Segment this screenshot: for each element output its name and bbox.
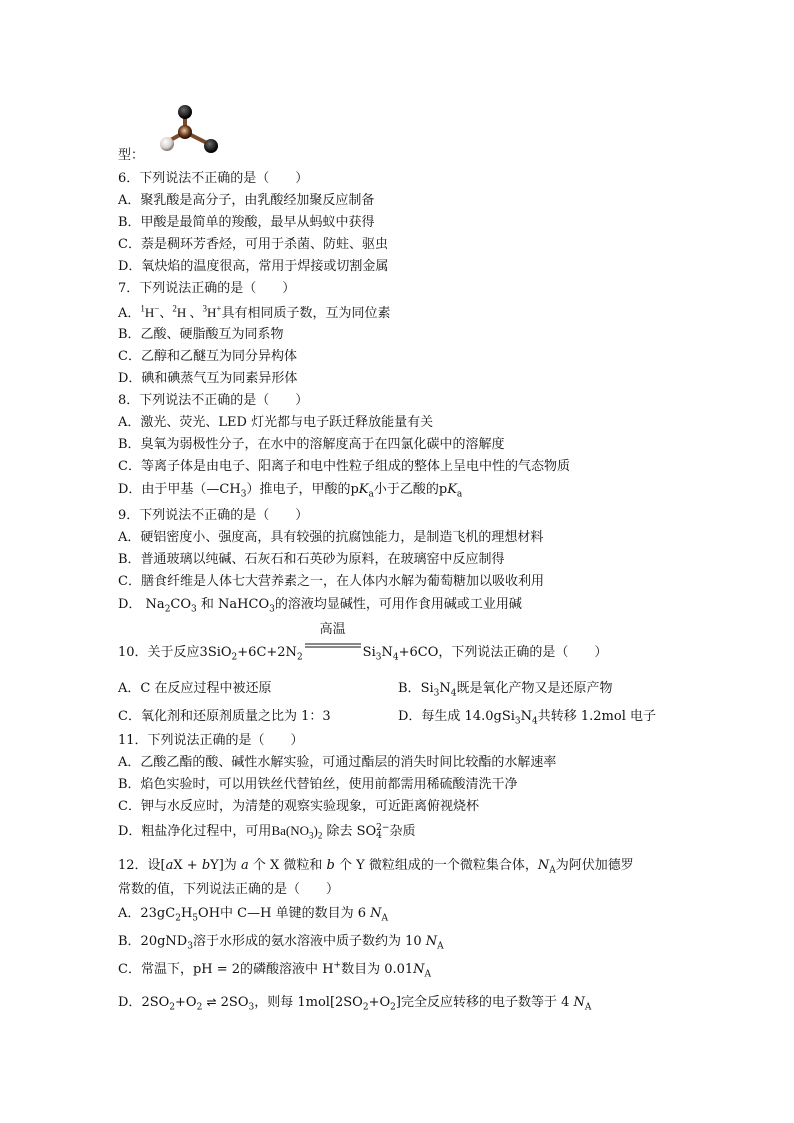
q10-stem-suffix: ，下列说法正确的是（ ） <box>438 645 608 660</box>
q12-stem-a: 12．设 <box>118 858 161 873</box>
q12-option-c: C．常温下，pH = 2的磷酸溶液中 H+数目为 $0.01N_A$ <box>118 960 432 980</box>
q12-option-d-prefix: D． <box>118 995 142 1010</box>
q6-stem: 6．下列说法不正确的是（ ） <box>118 171 309 186</box>
q7-option-b: B．乙酸、硬脂酸互为同系物 <box>118 327 284 342</box>
q12-option-b-suffix: 溶于水形成的氨水溶液中质子数约为 10 <box>192 934 422 949</box>
q11-stem: 11．下列说法正确的是（ ） <box>118 733 304 748</box>
q10-stem-prefix: 10．关于反应 <box>118 645 200 660</box>
q7-stem: 7．下列说法正确的是（ ） <box>118 281 296 296</box>
q12-option-d-mid: ，则每 1mol <box>254 995 330 1010</box>
q6-option-c: C．萘是稠环芳香烃，可用于杀菌、防蛀、驱虫 <box>118 237 388 252</box>
q8-option-d: D．由于甲基$(—CH_3)$推电子，甲酸的$pK_a$小于乙酸的$pK_a$ <box>118 482 463 500</box>
q8-stem: 8．下列说法不正确的是（ ） <box>118 393 309 408</box>
q11-option-a: A．乙酸乙酯的酸、碱性水解实验，可通过酯层的消失时间比较酯的水解速率 <box>118 755 557 770</box>
q10-option-d-prefix: D．每生成 14.0g <box>398 709 502 724</box>
q12-stem-c: 个 X 微粒和 <box>252 858 323 873</box>
q12-option-b: B．20gND$_3$溶于水形成的氨水溶液中质子数约为 10 $N_A$ <box>118 934 444 952</box>
molecule-model-image <box>155 102 225 158</box>
equal-arrow-icon <box>305 642 361 650</box>
q9-option-d-suffix: 的溶液均显碱性，可用作食用碱或工业用碱 <box>274 597 522 612</box>
q10-option-b-suffix: 既是氧化产物又是还原产物 <box>456 681 613 696</box>
q8-option-d-text2: ）推电子，甲酸的p <box>246 482 359 497</box>
q12-stem-d: 个 Y 微粒组成的一个微粒集合体， <box>339 858 538 873</box>
q10-option-b-prefix: B． <box>398 681 421 696</box>
q8-option-d-text3: 小于乙酸的p <box>373 482 448 497</box>
q12-option-b-prefix: B．20g <box>118 934 166 949</box>
q12-stem-line1: 12．设[aX + bY]为 a 个 X 微粒和 b 个 Y 微粒组成的一个微粒集合体，$N_A$为阿伏加德罗 <box>118 858 634 876</box>
model-label: 型： <box>118 148 145 163</box>
q7-option-d: D．碘和碘蒸气互为同素异形体 <box>118 371 298 386</box>
q8-option-d-text1: D．由于甲基（—CH <box>118 482 241 497</box>
q12-stem-b: 为 <box>223 858 237 873</box>
q9-option-b: B．普通玻璃以纯碱、石灰石和石英砂为原料，在玻璃窑中反应制得 <box>118 552 505 567</box>
q6-option-d: D．氧炔焰的温度很高，常用于焊接或切割金属 <box>118 259 389 274</box>
q11-option-d-prefix: D．粗盐净化过程中，可用 <box>118 824 272 839</box>
q12-option-c-suffix: 数目为 0.01 <box>341 962 414 977</box>
q6-option-b: B．甲酸是最简单的羧酸，最早从蚂蚁中获得 <box>118 215 375 230</box>
q6-option-a: A．聚乳酸是高分子，由乳酸经加聚反应制备 <box>118 193 375 208</box>
q12-option-c-mid: 的磷酸溶液中 <box>240 962 319 977</box>
q12-stem-line2: 常数的值，下列说法正确的是（ ） <box>118 882 340 897</box>
q10-option-c: C．氧化剂和还原剂质量之比为 1：3 <box>118 709 331 724</box>
q11-option-b: B．焰色实验时，可以用铁丝代替铂丝，使用前都需用稀硫酸清洗干净 <box>118 777 518 792</box>
q12-option-a-suffix: 中 C—H 单键的数目为 6 <box>220 906 366 921</box>
q12-option-a-prefix: A．23g <box>118 906 166 921</box>
q9-option-a: A．硬铝密度小、强度高，具有较强的抗腐蚀能力，是制造飞机的理想材料 <box>118 530 544 545</box>
q11-option-c: C．钾与水反应时，为清楚的观察实验现象，可近距离俯视烧杯 <box>118 799 479 814</box>
q10-reaction-arrow <box>305 622 361 656</box>
q9-stem: 9．下列说法不正确的是（ ） <box>118 508 309 523</box>
q12-option-d-suffix: 完全反应转移的电子数等于 4 <box>400 995 570 1010</box>
q7-option-a-suffix: 具有相同质子数，互为同位素 <box>221 306 391 321</box>
q10-option-d: D．每生成 $14.0gSi_3N_4$共转移 1.2mol 电子 <box>398 709 657 727</box>
q12-option-c-prefix: C．常温下， <box>118 962 193 977</box>
q12-stem-e: 为阿伏加德罗 <box>555 858 634 873</box>
q10-option-a: A．C 在反应过程中被还原 <box>118 681 272 696</box>
q11-option-d: D．粗盐净化过程中，可用$Ba(NO_3)_2$ 除去 SO 2− 4 杂质 <box>118 822 416 841</box>
q7-option-a: A．$^1$H−、$^2$H 、$^3$H+具有相同质子数，互为同位素 <box>118 303 391 321</box>
q12-option-d: D．$2SO_2+O_2$ ⇌ $2SO_3$，则每 $1mol[2SO_2+O_2]$完全反应转移的电子数等于 4 $N_A$ <box>118 995 592 1013</box>
q10-option-d-suffix: 共转移 1.2mol 电子 <box>537 709 657 724</box>
q9-option-d: D． $Na_2CO_3$ 和 NaHCO$_3$的溶液均显碱性，可用作食用碱或工业用碱 <box>118 597 522 615</box>
q10-option-b: B．$Si_3N_4$既是氧化产物又是还原产物 <box>398 681 613 699</box>
q10-condition: 高温 <box>319 622 346 637</box>
q11-option-d-suffix: 杂质 <box>389 824 416 839</box>
q8-option-b: B．臭氧为弱极性分子，在水中的溶解度高于在四氯化碳中的溶解度 <box>118 437 505 452</box>
q9-option-c: C．膳食纤维是人体七大营养素之一，在人体内水解为葡萄糖加以吸收利用 <box>118 574 544 589</box>
q8-option-a: A．激光、荧光、LED 灯光都与电子跃迁释放能量有关 <box>118 415 434 430</box>
q7-option-a-prefix: A． <box>118 306 141 321</box>
q8-option-c: C．等离子体是由电子、阳离子和电中性粒子组成的整体上呈电中性的气态物质 <box>118 459 570 474</box>
q7-option-c: C．乙醇和乙醚互为同分异构体 <box>118 349 297 364</box>
q12-option-a: A．$23gC_2H_5OH$中 C—H 单键的数目为 6 $N_A$ <box>118 906 388 924</box>
q10-stem: 10．关于反应$3SiO_2+6C+2N_2$ 高温 $Si_3N_4+6CO$，下列说法正确的是（ ） <box>118 622 608 663</box>
